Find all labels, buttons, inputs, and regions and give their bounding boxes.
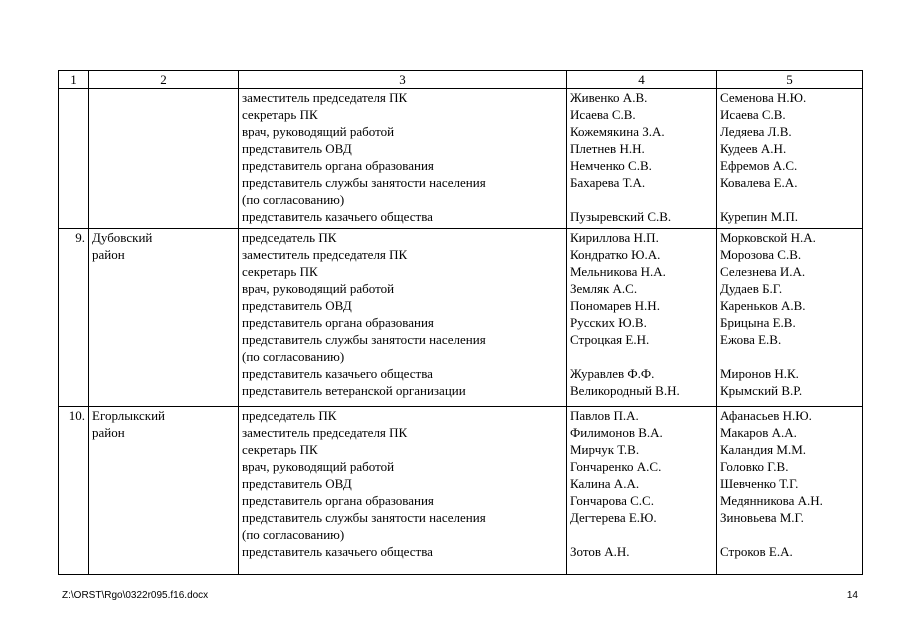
role-line: (по согласованию) [242,349,345,364]
header-cell: 2 [89,71,239,89]
file-path: Z:\ORST\Rgo\0322r095.f16.docx [62,590,209,601]
reserve-name: Дудаев Б.Г. [720,281,783,296]
reserves-cell [717,407,863,575]
role-line: врач, руководящий работой [242,124,395,139]
reserve-name: Курепин М.П. [720,209,799,224]
reserve-name: Зиновьева М.Г. [720,510,804,525]
reserve-name [720,191,859,208]
role-line: (по согласованию) [242,192,345,207]
role-line: представитель органа образования [242,315,434,330]
reserve-name: Афанасьев Н.Ю. [720,408,812,423]
role-line: представитель ветеранской организации [242,383,466,398]
district-name: район [92,425,125,440]
row-number: 10. [68,408,85,423]
role-line: врач, руководящий работой [242,459,395,474]
reserve-name: Шевченко Т.Г. [720,476,799,491]
member-name: Журавлев Ф.Ф. [570,366,655,381]
role-line: председатель ПК [242,230,337,245]
header-cell: 4 [567,71,717,89]
reserve-name: Строков Е.А. [720,544,793,559]
role-line: секретарь ПК [242,264,318,279]
member-name: Пономарев Н.Н. [570,298,660,313]
members-cell [567,229,717,407]
member-name: Русских Ю.В. [570,315,647,330]
role-line: заместитель председателя ПК [242,425,408,440]
reserve-name: Ковалева Е.А. [720,175,798,190]
member-name [570,348,713,365]
district-cell [89,229,239,407]
reserve-name [720,526,859,543]
reserve-name: Ледяева Л.В. [720,124,792,139]
header-cell: 5 [717,71,863,89]
member-name: Великородный В.Н. [570,383,680,398]
table-row [59,407,863,575]
reserves-cell [717,229,863,407]
table-row [59,229,863,407]
member-name: Зотов А.Н. [570,544,630,559]
member-name [570,526,713,543]
roles-cell [239,89,567,229]
header-cell: 1 [59,71,89,89]
role-line: представитель ОВД [242,298,352,313]
role-line: заместитель председателя ПК [242,247,408,262]
row-number-cell [59,407,89,575]
member-name: Немченко С.В. [570,158,652,173]
role-line: представитель органа образования [242,158,434,173]
role-line: представитель службы занятости населения [242,510,486,525]
district-cell [89,89,239,229]
reserve-name: Морковской Н.А. [720,230,816,245]
member-name: Филимонов В.А. [570,425,663,440]
row-number: 9. [75,230,85,245]
district-name: район [92,247,125,262]
reserve-name: Крымский В.Р. [720,383,803,398]
member-name: Гончаренко А.С. [570,459,662,474]
member-name: Бахарева Т.А. [570,175,646,190]
role-line: врач, руководящий работой [242,281,395,296]
member-name: Мирчук Т.В. [570,442,640,457]
district-name: Егорлыкский [92,408,165,423]
role-line: представитель службы занятости населения [242,332,486,347]
reserve-name: Семенова Н.Ю. [720,90,807,105]
member-name: Живенко А.В. [570,90,648,105]
role-line: представитель ОВД [242,476,352,491]
members-cell [567,407,717,575]
role-line: представитель казачьего общества [242,544,433,559]
member-name: Кондратко Ю.А. [570,247,661,262]
row-number-cell [59,229,89,407]
member-name [570,191,713,208]
reserve-name: Кареньков А.В. [720,298,806,313]
role-line: председатель ПК [242,408,337,423]
commission-table [58,70,863,575]
header-cell: 3 [239,71,567,89]
reserve-name: Головко Г.В. [720,459,789,474]
role-line: представитель казачьего общества [242,209,433,224]
member-name: Кириллова Н.П. [570,230,659,245]
reserve-name: Брицына Е.В. [720,315,796,330]
role-line: секретарь ПК [242,442,318,457]
member-name: Павлов П.А. [570,408,639,423]
reserve-name: Макаров А.А. [720,425,797,440]
reserve-name: Ефремов А.С. [720,158,798,173]
reserve-name [720,348,859,365]
role-line: представитель службы занятости населения [242,175,486,190]
row-number-cell [59,89,89,229]
role-line: (по согласованию) [242,527,345,542]
member-name: Земляк А.С. [570,281,638,296]
reserves-cell [717,89,863,229]
table-header-row [59,71,863,89]
role-line: представитель казачьего общества [242,366,433,381]
reserve-name: Селезнева И.А. [720,264,806,279]
reserve-name: Кудеев А.Н. [720,141,787,156]
district-cell [89,407,239,575]
member-name: Пузыревский С.В. [570,209,672,224]
member-name: Исаева С.В. [570,107,636,122]
role-line: представитель органа образования [242,493,434,508]
member-name: Дегтерева Е.Ю. [570,510,657,525]
reserve-name: Морозова С.В. [720,247,802,262]
reserve-name: Каландия М.М. [720,442,807,457]
roles-cell [239,407,567,575]
table-row [59,89,863,229]
district-name: Дубовский [92,230,153,245]
role-line: представитель ОВД [242,141,352,156]
roles-cell [239,229,567,407]
member-name: Гончарова С.С. [570,493,654,508]
row-number [62,89,85,106]
page-number: 14 [846,590,858,601]
member-name: Плетнев Н.Н. [570,141,645,156]
role-line: заместитель председателя ПК [242,90,408,105]
member-name: Калина А.А. [570,476,640,491]
role-line: секретарь ПК [242,107,318,122]
member-name: Мельникова Н.А. [570,264,666,279]
reserve-name: Миронов Н.К. [720,366,799,381]
reserve-name: Медянникова А.Н. [720,493,823,508]
member-name: Кожемякина З.А. [570,124,665,139]
member-name: Строцкая Е.Н. [570,332,650,347]
members-cell [567,89,717,229]
reserve-name: Исаева С.В. [720,107,786,122]
reserve-name: Ежова Е.В. [720,332,782,347]
